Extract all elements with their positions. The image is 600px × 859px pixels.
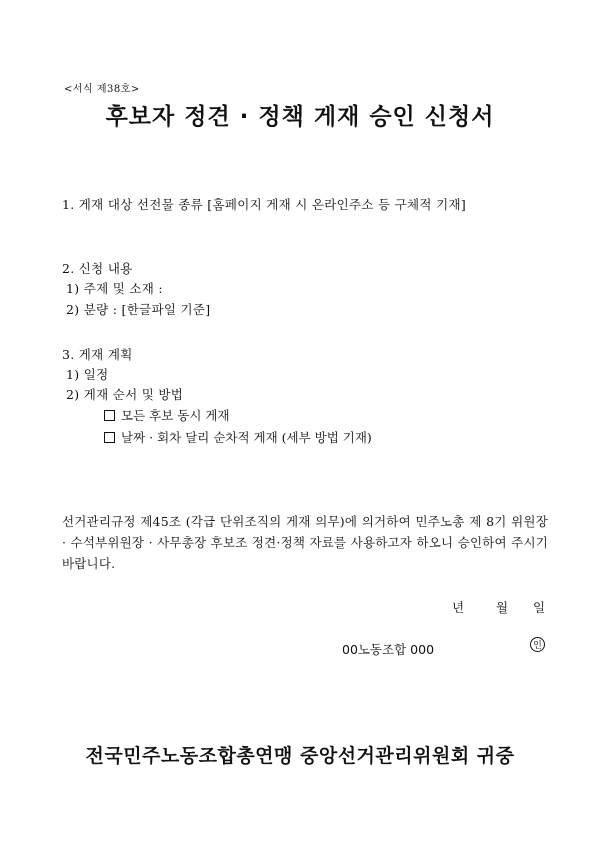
option-simultaneous-label: 모든 후보 동시 게재 xyxy=(121,408,230,423)
checkbox-simultaneous[interactable] xyxy=(104,410,115,421)
section-2-item-subject: 1) 주제 및 소재 : xyxy=(66,281,163,296)
date-day-label: 일 xyxy=(533,600,546,615)
request-paragraph: 선거관리규정 제45조 (각급 단위조직의 게재 의무)에 의거하여 민주노총 제 8기 위원장 · 수석부위원장 · 사무총장 후보조 정견·정책 자료를 사용하고자 하오니 승인하여 주시기 바랍니다. xyxy=(62,514,548,571)
document-title: 후보자 정견 · 정책 게재 승인 신청서 xyxy=(105,104,495,130)
option-sequential[interactable] xyxy=(104,428,372,446)
section-3-heading: 3. 게재 계획 xyxy=(62,347,133,362)
checkbox-sequential[interactable] xyxy=(104,432,115,443)
option-sequential-label: 날짜 · 회차 달리 순차적 게재 (세부 방법 기재) xyxy=(121,430,372,445)
section-3-item-schedule: 1) 일정 xyxy=(66,367,109,382)
date-year-label: 년 xyxy=(452,600,465,615)
section-2-heading: 2. 신청 내용 xyxy=(62,261,133,276)
section-3-item-method: 2) 게재 순서 및 방법 xyxy=(66,387,184,402)
form-number: <서식 제38호> xyxy=(64,84,140,95)
option-simultaneous[interactable] xyxy=(104,406,230,424)
signer-name: 00노동조합 000 xyxy=(342,642,435,657)
recipient: 전국민주노동조합총연맹 중앙선거관리위원회 귀중 xyxy=(85,745,515,767)
seal-mark: 인 xyxy=(530,637,545,652)
section-2-item-length: 2) 분량 : [한글파일 기준] xyxy=(66,302,211,317)
section-1-heading: 1. 게재 대상 선전물 종류 [홈페이지 게재 시 온라인주소 등 구체적 기재] xyxy=(62,197,467,212)
date-month-label: 월 xyxy=(496,600,509,615)
